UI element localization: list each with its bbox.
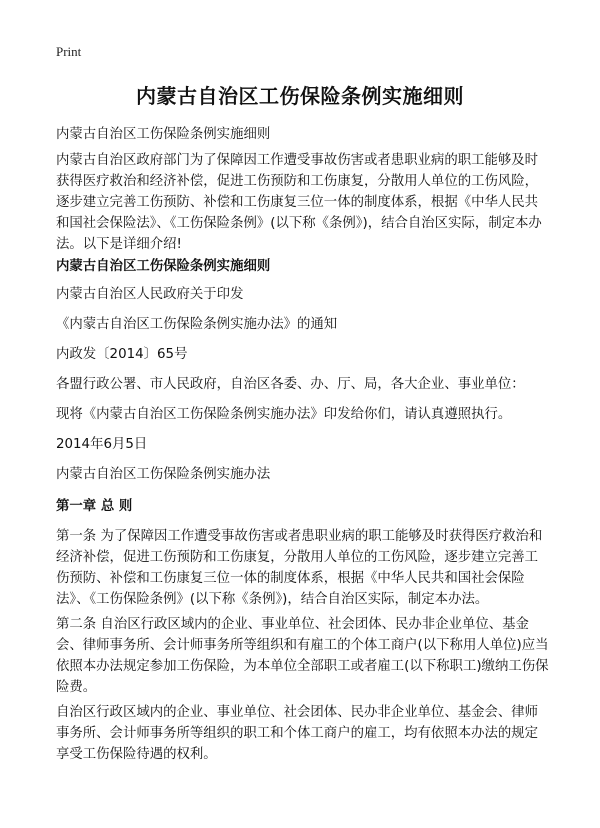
article-2-paragraph-2: 自治区行政区域内的企业、事业单位、社会团体、民办非企业单位、基金会、律师事务所、会计师事务所等组织的职工和个体工商户的雇工，均有依照本办法的规定享受工伤保险待遇的权利。	[56, 705, 539, 762]
section-heading: 内蒙古自治区工伤保险条例实施细则	[56, 259, 271, 274]
article-1: 第一条 为了保障因工作遭受事故伤害或者患职业病的职工能够及时获得医疗救治和经济补偿，促进工伤预防和工伤康复，分散用人单位的工伤风险，逐步建立完善工伤预防、补偿和工伤康复三位一体的制度体系，根据《中华人民共和国社会保险法》、《工伤保险条例》(以下称《条例》)，结合自治区实际，制定本办法。	[56, 529, 543, 607]
recipients-line: 各盟行政公署、市人民政府，自治区各委、办、厅、局，各大企业、事业单位：	[56, 377, 525, 392]
document-title: 内蒙古自治区工伤保险条例实施细则	[136, 84, 464, 108]
notice-issuer: 内蒙古自治区人民政府关于印发	[56, 287, 244, 302]
measures-title: 内蒙古自治区工伤保险条例实施办法	[56, 467, 271, 482]
date-line: 2014年6月5日	[56, 437, 148, 452]
chapter-heading: 第一章 总 则	[56, 499, 133, 514]
print-link[interactable]: Print	[56, 44, 82, 59]
document-number: 内政发〔2014〕65号	[56, 347, 188, 362]
subtitle-paragraph: 内蒙古自治区工伤保险条例实施细则	[56, 127, 271, 142]
article-2: 第二条 自治区行政区域内的企业、事业单位、社会团体、民办非企业单位、基金会、律师事务所、会计师事务所等组织和有雇工的个体工商户(以下称用人单位)应当依照本办法规定参加工伤保险，为本单位全部职工或者雇工(以下称职工)缴纳工伤保险费。	[56, 617, 549, 695]
intro-paragraph: 内蒙古自治区政府部门为了保障因工作遭受事故伤害或者患职业病的职工能够及时获得医疗救治和经济补偿，促进工伤预防和工伤康复，分散用人单位的工伤风险，逐步建立完善工伤预防、补偿和工伤康复三位一体的制度体系，根据《中华人民共和国社会保险法》、《工伤保险条例》(以下称《条例》)，结合自治区实际，制定本办法。以下是详细介绍!	[56, 153, 542, 252]
notice-title: 《内蒙古自治区工伤保险条例实施办法》的通知	[56, 317, 338, 332]
instruction-line: 现将《内蒙古自治区工伤保险条例实施办法》印发给你们，请认真遵照执行。	[56, 407, 512, 422]
